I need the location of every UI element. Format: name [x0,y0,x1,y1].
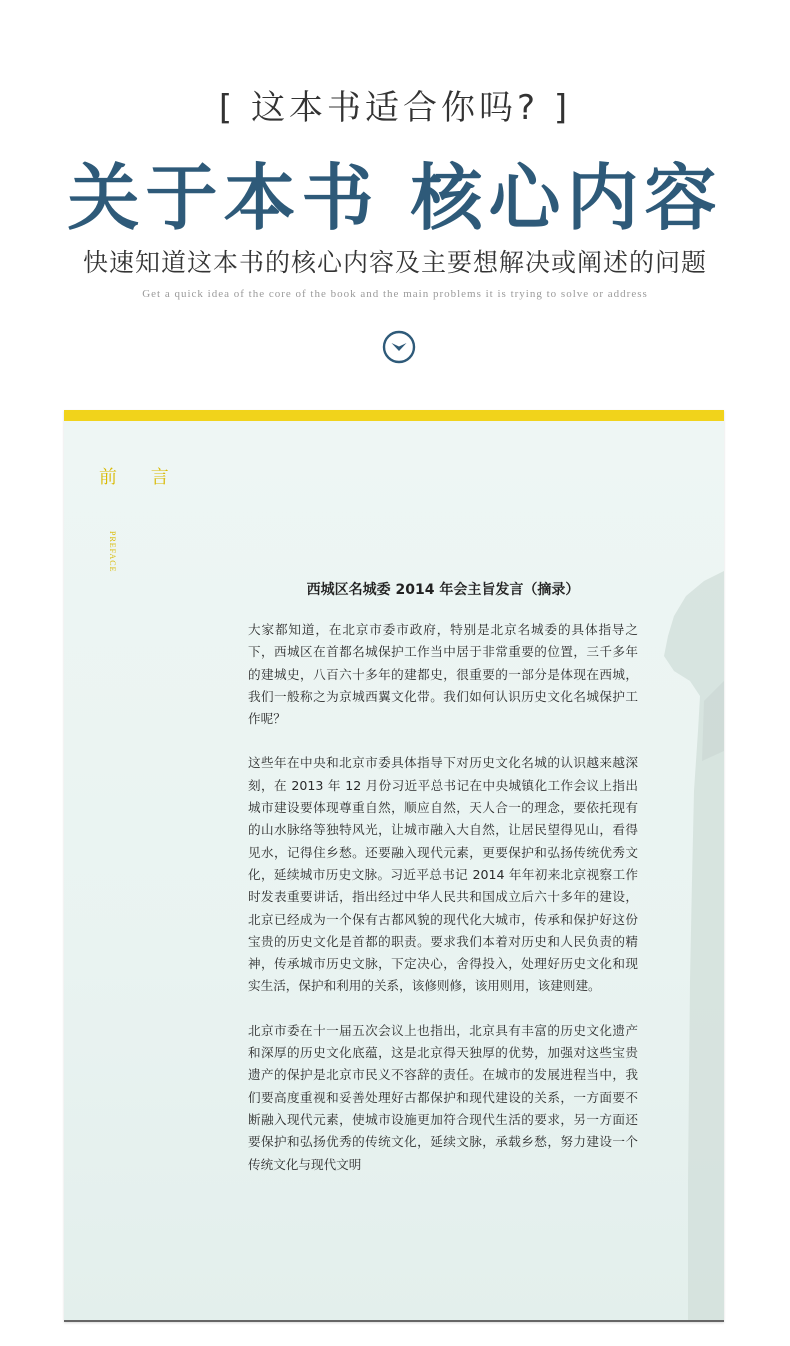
paragraph: 北京市委在十一届五次会议上也指出，北京具有丰富的历史文化遗产和深厚的历史文化底蕴，这是北京得天独厚的优势，加强对这些宝贵遗产的保护是北京市民义不容辞的责任。在城市的发展进程当中，我们要高度重视和妥善处理好古都保护和现代建设的关系，一方面要不断融入现代元素，使城市设施更加符合现代生活的要求，另一方面还要保护和弘扬优秀的传统文化，延续文脉，承载乡愁，努力建设一个传统文化与现代文明 [248,1022,638,1172]
section-title: 关于本书 核心内容 [67,155,723,240]
chevron-down-circle-icon[interactable] [382,330,416,364]
page-bottom-edge [64,1320,724,1322]
speech-title: 西城区名城委 2014 年会主旨发言（摘录） [306,582,580,598]
preface-english-label: PREFACE [108,531,117,573]
preface-heading: 前 言 [99,467,183,488]
paragraph: 大家都知道，在北京市委市政府，特别是北京名城委的具体指导之下，西城区在首都名城保护工作当中居于非常重要的位置，三千多年的建城史，八百六十多年的建都史，很重要的一部分是体现在西城，我们一般称之为京城西翼文化带。我们如何认识历史文化名城保护工作呢？ [248,622,638,727]
paragraph: 这些年在中央和北京市委具体指导下对历史文化名城的认识越来越深刻，在 2013 年 12 月份习近平总书记在中央城镇化工作会议上指出城市建设要体现尊重自然，顺应自然，天人合一的理念，要依托现有的山水脉络等独特风光，让城市融入大自然，让居民望得见山，看得见水，记得住乡愁。还要融入现代元素，更要保护和弘扬传统优秀文化，延续城市历史文脉。习近平总书记 2014 年年初来北京视察工作时发表重要讲话，指出经过中华人民共和国成立后六十多年的建设，北京已经成为一个保有古都风貌的现代化大城市，传承和保护好这份宝贵的历史文化是首都的职责。要求我们本着对历史和人民负责的精神，传承城市历史文脉，下定决心，舍得投入，处理好历史文化和现实生活，保护和利用的关系，该修则修，该用则用，该建则建。 [248,755,638,994]
monument-watermark [634,561,724,1321]
description-english: Get a quick idea of the core of the book and the main problems it is trying to solve or address [142,288,648,300]
speech-body [248,619,638,1198]
header-section [0,0,790,400]
book-page [64,410,724,1322]
section-subtitle: [ 这本书适合你吗? ] [218,88,572,128]
description-chinese: 快速知道这本书的核心内容及主要想解决或阐述的问题 [82,248,707,277]
